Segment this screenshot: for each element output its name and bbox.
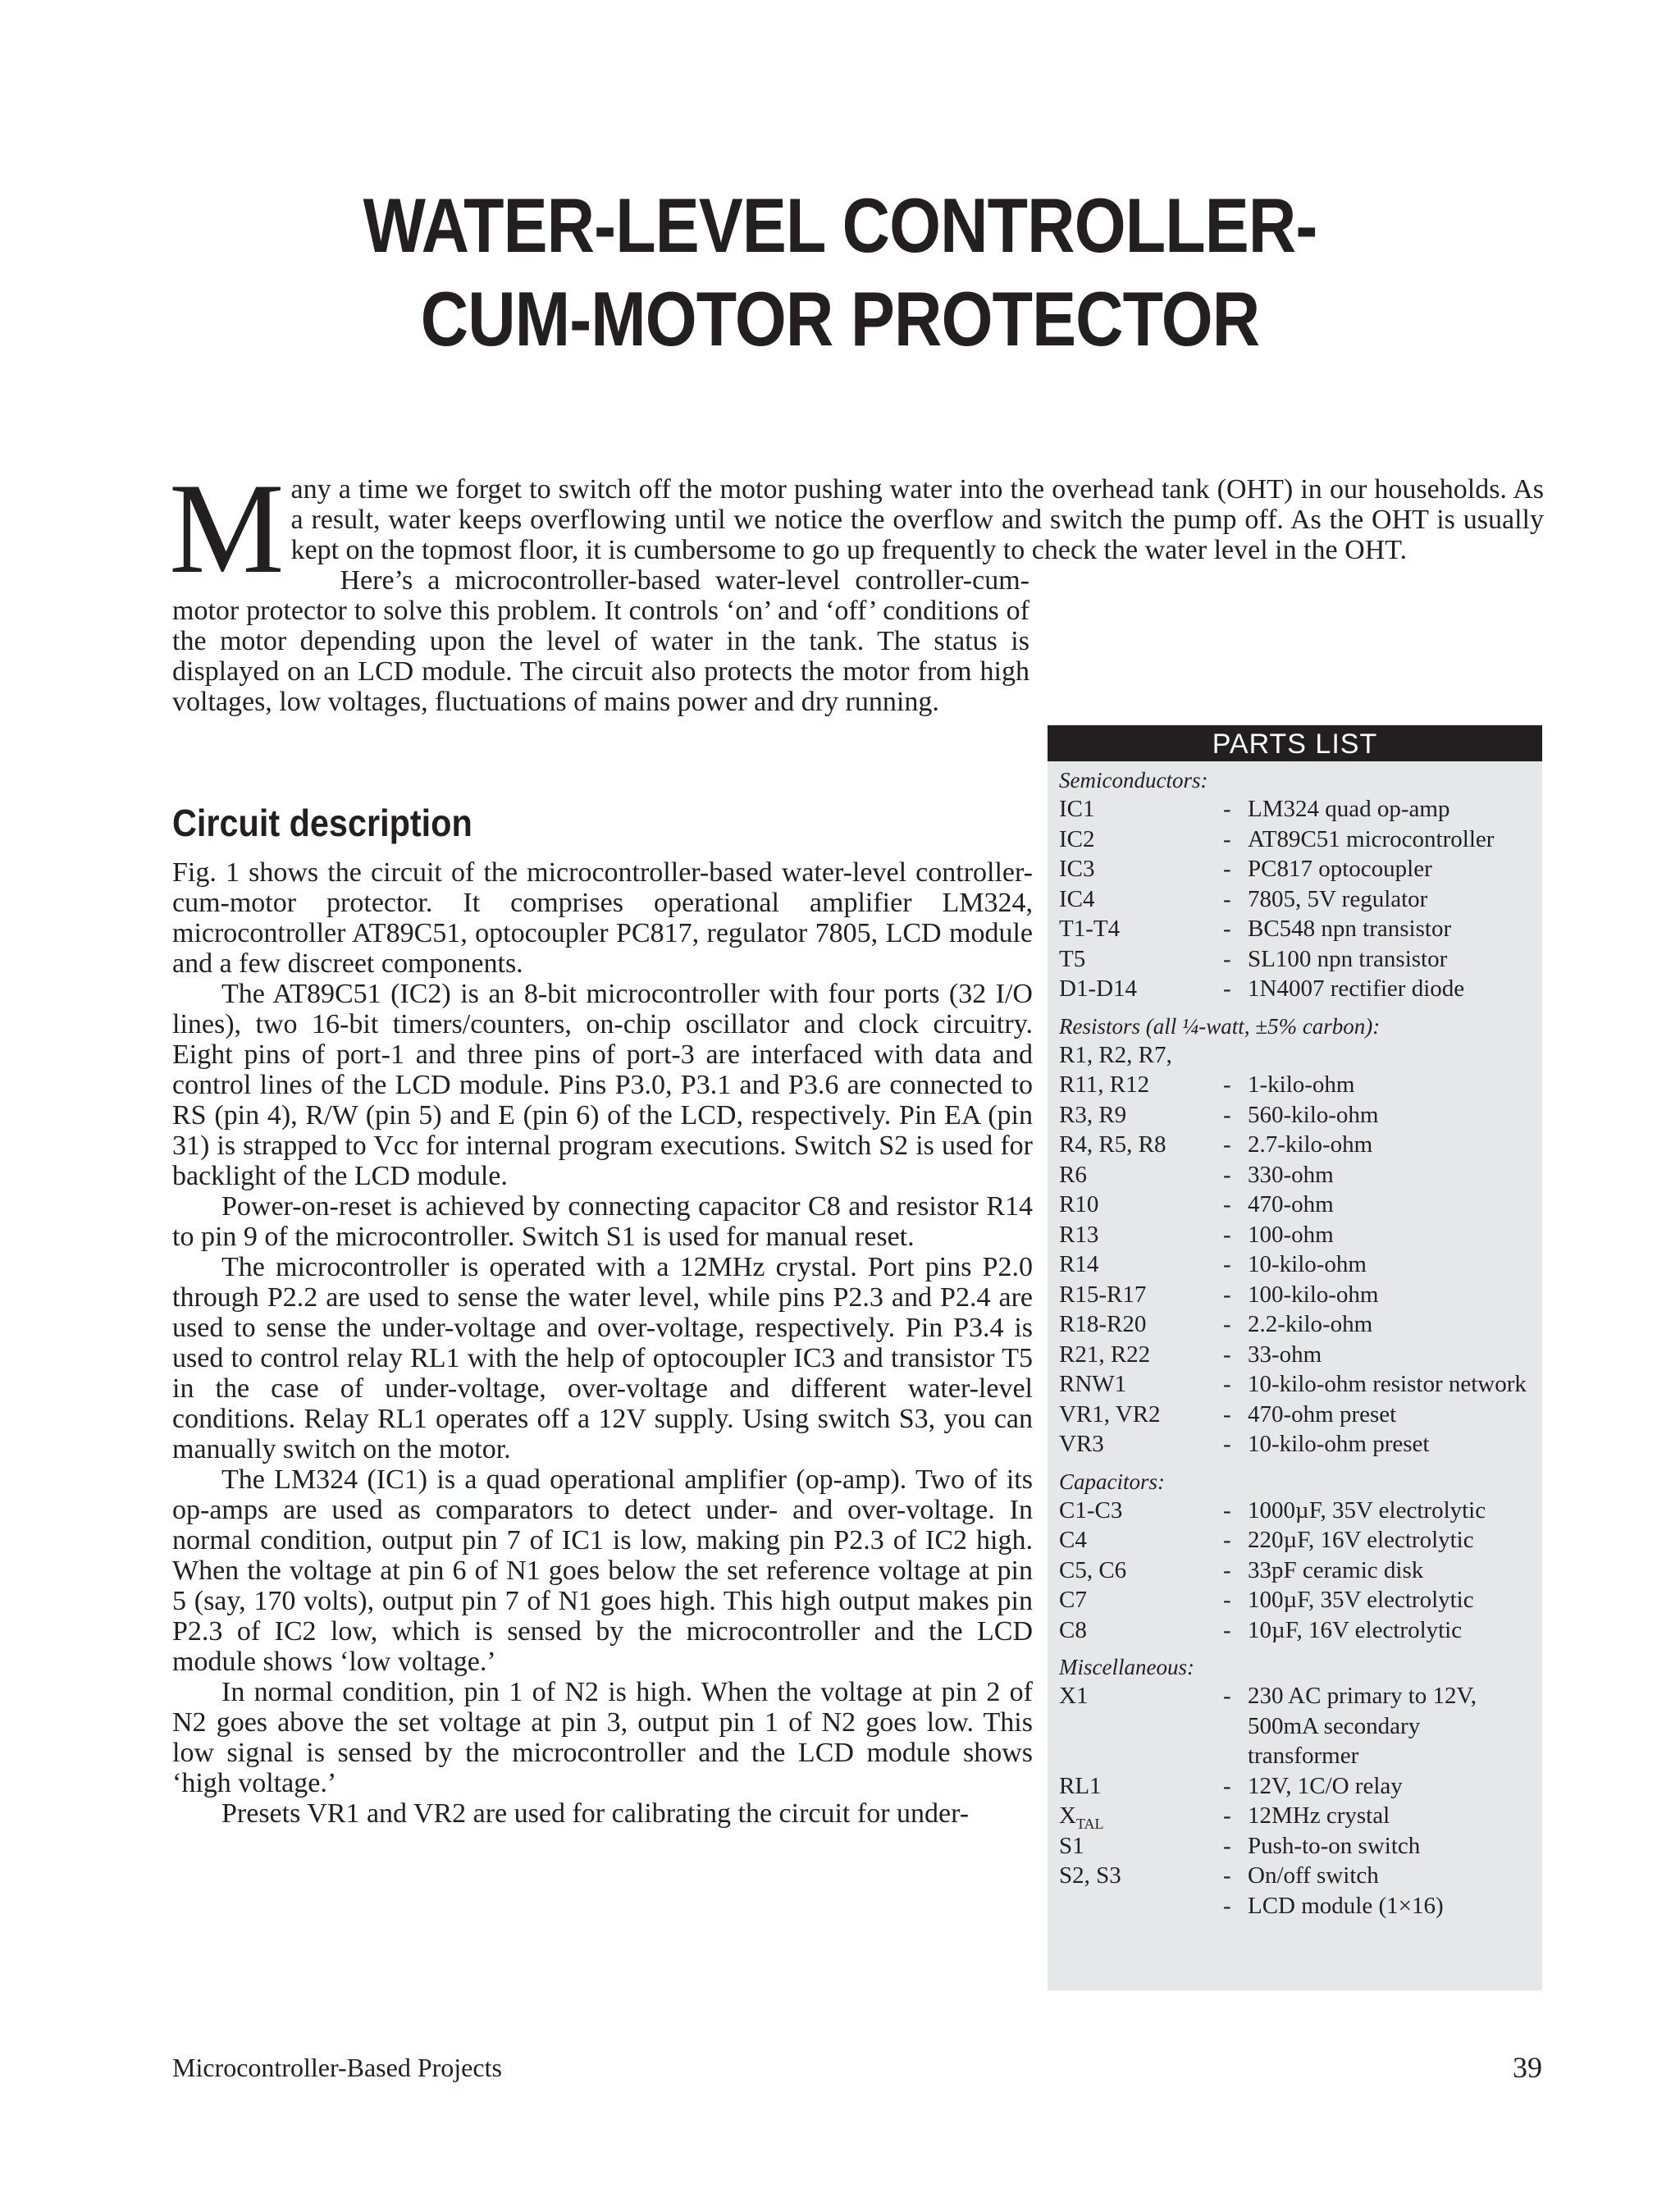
part-row [1059,974,1531,1004]
part-dash: - [1223,1496,1231,1524]
part-ref: VR3 [1059,1431,1104,1457]
part-dash: - [1223,1862,1231,1889]
part-ref [1059,1801,1223,1831]
part-row [1059,1615,1531,1646]
part-row [1059,1400,1531,1430]
part-desc: 7805, 5V regulator [1248,885,1428,912]
part-row [1059,1831,1531,1862]
part-row [1059,1220,1531,1250]
part-desc: 10µF, 16V electrolytic [1248,1616,1463,1643]
part-desc: SL100 npn transistor [1248,945,1448,972]
part-ref: C5, C6 [1059,1556,1127,1583]
part-dash: - [1223,1892,1231,1919]
part-row [1059,1801,1531,1831]
drop-cap: M [169,457,285,601]
part-ref: S1 [1059,1832,1084,1859]
part-desc: 2.2-kilo-ohm [1248,1311,1373,1337]
part-ref: R6 [1059,1161,1087,1188]
part-dash: - [1223,1311,1231,1337]
part-desc: 100-kilo-ohm [1248,1281,1379,1308]
part-desc: 10-kilo-ohm [1248,1251,1367,1277]
part-dash: - [1223,1832,1231,1859]
part-desc: 230 AC primary to 12V, 500mA secondary transformer [1248,1683,1477,1769]
part-ref: RNW1 [1059,1371,1127,1397]
part-ref: D1-D14 [1059,975,1138,1002]
part-dash: - [1223,1341,1231,1368]
part-dash: - [1223,1587,1231,1613]
part-dash: - [1223,1071,1231,1098]
part-row [1059,1369,1531,1400]
part-desc: LCD module (1×16) [1248,1892,1444,1919]
part-row [1059,1429,1531,1460]
body-paragraph-2: The AT89C51 (IC2) is an 8-bit microcontroller with four ports (32 I/O lines), two 16-bit timers/counters, on-chip oscillator and clock circuitry. Eight pins of port-1 and three pins of port-3 are interfaced with data and control lines of the LCD module. Pins P3.0, P3.1 and P3.6 are connected to RS (pin 4), R/W (pin 5) and E (pin 6) of the LCD, respectively. Pin EA (pin 31) is strapped to Vcc for internal program executions. Switch S2 is used for backlight of the LCD module. [172,979,1033,1191]
body-paragraph-1: Fig. 1 shows the circuit of the microcontroller-based water-level controller-cum-motor protector. It comprises operational amplifier LM324, microcontroller AT89C51, optocoupler PC817, regulator 7805, LCD module and a few discreet components. [172,857,1033,979]
part-desc: PC817 optocoupler [1248,856,1432,882]
footer-book-title: Microcontroller-Based Projects [172,2053,502,2082]
part-ref: R15-R17 [1059,1281,1147,1308]
part-dash: - [1223,1616,1231,1643]
part-row [1059,1190,1531,1220]
intro-paragraph-1 [169,457,1544,601]
part-desc: 220µF, 16V electrolytic [1248,1527,1474,1553]
part-row [1059,1309,1531,1340]
part-row [1059,1070,1531,1100]
part-dash: - [1223,1371,1231,1397]
part-row [1059,825,1531,855]
part-row [1059,1771,1531,1802]
part-dash: - [1223,1191,1231,1217]
part-row [1059,1556,1531,1586]
part-row [1059,914,1531,944]
part-dash: - [1223,1131,1231,1158]
part-desc: AT89C51 microcontroller [1248,825,1495,852]
body-paragraph-7: Presets VR1 and VR2 are used for calibrating the circuit for under- [221,1798,970,1829]
part-desc: 2.7-kilo-ohm [1248,1131,1373,1158]
part-desc: 12MHz crystal [1248,1802,1390,1829]
part-ref-subscript: TAL [1075,1815,1104,1832]
part-desc: 10-kilo-ohm preset [1248,1431,1430,1457]
part-ref: R3, R9 [1059,1101,1127,1128]
part-dash: - [1223,1683,1231,1709]
part-desc: 100µF, 35V electrolytic [1248,1587,1474,1613]
parts-list-body [1048,761,1542,1921]
part-ref: IC4 [1059,885,1095,912]
body-paragraph-4: The microcontroller is operated with a 12MHz crystal. Port pins P2.0 through P2.2 are used to sense the water level, while pins P2.3 and P2.4 are used to sense the under-voltage and over-voltage, respectively. Pin P3.4 is used to control relay RL1 with the help of optocoupler IC3 and transistor T5 in the case of under-voltage, over-voltage and different water-level conditions. Relay RL1 operates off a 12V supply. Using switch S3, you can manually switch on the motor. [172,1252,1033,1464]
body-paragraph-5: The LM324 (IC1) is a quad operational amplifier (op-amp). Two of its op-amps are used as comparators to detect under- and over-voltage. In normal condition, output pin 7 of IC1 is low, making pin P2.3 of IC2 high. When the voltage at pin 6 of N1 goes below the set reference voltage at pin 5 (say, 170 volts), output pin 7 of N1 goes high. This high output makes pin P2.3 of IC2 low, which is sensed by the microcontroller and the LCD module shows ‘low voltage.’ [172,1464,1033,1677]
part-dash: - [1223,916,1231,942]
part-desc: 33-ohm [1248,1341,1322,1368]
page-title [117,179,1562,366]
part-dash: - [1223,1281,1231,1308]
part-dash: - [1223,796,1231,822]
part-dash: - [1223,1527,1231,1553]
part-ref: IC3 [1059,856,1095,882]
page-number: 39 [1513,2051,1542,2084]
part-ref-main: X [1059,1802,1076,1829]
part-row [1059,1496,1531,1526]
title-line-2: CUM-MOTOR PROTECTOR [420,276,1260,362]
part-row [1059,884,1531,915]
part-row [1059,1280,1531,1310]
intro-text [169,457,1544,717]
part-row [1059,1525,1531,1556]
title-line-1: WATER-LEVEL CONTROLLER- [363,182,1317,268]
part-ref: C1-C3 [1059,1496,1123,1524]
part-ref: R13 [1059,1221,1099,1248]
part-row [1059,1130,1531,1160]
part-desc: Push-to-on switch [1248,1832,1421,1859]
part-desc: 1-kilo-ohm [1248,1071,1355,1098]
part-row [1059,1249,1531,1280]
part-ref: R4, R5, R8 [1059,1131,1166,1158]
part-row [1059,1891,1531,1921]
part-ref: R11, R12 [1059,1071,1150,1098]
part-dash: - [1223,885,1231,912]
part-ref: C8 [1059,1616,1087,1643]
part-row [1059,1160,1531,1190]
group-label-semiconductors: Semiconductors: [1059,768,1208,793]
part-desc: 470-ohm preset [1248,1400,1397,1428]
part-ref: R14 [1059,1251,1099,1277]
group-label-resistors: Resistors (all ¼-watt, ±5% carbon): [1059,1013,1381,1039]
part-ref: R1, R2, R7, [1059,1041,1172,1068]
part-desc: 10-kilo-ohm resistor network [1248,1371,1527,1397]
part-desc: 100-ohm [1248,1221,1334,1248]
part-dash: - [1223,1431,1231,1457]
part-row [1059,1100,1531,1131]
part-dash: - [1223,1556,1231,1583]
parts-list-header: PARTS LIST [1048,725,1542,761]
part-row [1059,1585,1531,1615]
main-column [172,800,1033,1829]
part-row [1059,854,1531,884]
group-label-miscellaneous: Miscellaneous: [1059,1655,1194,1679]
parts-list [1048,725,1542,1990]
part-ref: T1-T4 [1059,916,1121,942]
part-ref: R18-R20 [1059,1311,1147,1337]
part-desc: On/off switch [1248,1862,1379,1889]
part-row [1059,944,1531,975]
part-desc: 470-ohm [1248,1191,1334,1217]
intro-paragraph-2: Here’s a microcontroller-based water-level controller-cum-motor protector to solve this problem. It controls ‘on’ and ‘off’ conditions of the motor depending upon the level of water in the tank. The status is displayed on an LCD module. The circuit also protects the motor from high voltages, low voltages, fluctuations of mains power and dry running. [172,565,1029,717]
body-paragraph-3: Power-on-reset is achieved by connecting capacitor C8 and resistor R14 to pin 9 of the microcontroller. Switch S1 is used for manual reset. [172,1191,1033,1252]
part-desc: 1000µF, 35V electrolytic [1248,1496,1486,1524]
part-ref: R21, R22 [1059,1341,1151,1368]
part-ref: S2, S3 [1059,1862,1121,1889]
part-desc: BC548 npn transistor [1248,916,1452,942]
section-heading: Circuit description [172,802,472,844]
part-dash: - [1223,1251,1231,1277]
part-ref: X1 [1059,1683,1089,1709]
part-desc: 330-ohm [1248,1161,1334,1188]
part-ref: IC2 [1059,825,1095,852]
group-label-capacitors: Capacitors: [1059,1469,1166,1494]
part-desc: 1N4007 rectifier diode [1248,975,1465,1002]
part-dash: - [1223,1400,1231,1428]
part-ref [1059,1891,1223,1921]
part-ref: IC1 [1059,796,1095,822]
part-dash: - [1223,975,1231,1002]
part-row [1059,1040,1531,1071]
body-paragraph-6: In normal condition, pin 1 of N2 is high. When the voltage at pin 2 of N2 goes above the set voltage at pin 3, output pin 1 of N2 goes low. This low signal is sensed by the microcontroller and the LCD module shows ‘high voltage.’ [172,1677,1033,1798]
part-ref: T5 [1059,945,1086,972]
part-ref: VR1, VR2 [1059,1400,1161,1428]
part-dash: - [1223,856,1231,882]
part-row [1059,1340,1531,1370]
part-dash: - [1223,1772,1231,1799]
part-row [1059,1861,1531,1891]
part-row [1059,794,1531,825]
part-dash: - [1223,1221,1231,1248]
part-dash: - [1223,1802,1231,1829]
intro-paragraph-1-text: any a time we forget to switch off the motor pushing water into the overhead tank (OHT) in our households. As a result, water keeps overflowing until we notice the overflow and switch the pump off. As the OHT is usually kept on the topmost floor, it is cumbersome to go up frequently to check the water level in the OHT. [290,474,1544,565]
part-desc: 12V, 1C/O relay [1248,1772,1403,1799]
part-row [1059,1681,1531,1771]
part-dash: - [1223,1101,1231,1128]
part-dash: - [1223,825,1231,852]
part-desc: 33pF ceramic disk [1248,1556,1424,1583]
part-desc: LM324 quad op-amp [1248,796,1450,822]
part-dash: - [1223,945,1231,972]
part-desc: 560-kilo-ohm [1248,1101,1379,1128]
part-ref: RL1 [1059,1772,1102,1799]
part-ref: C4 [1059,1527,1087,1553]
part-ref: R10 [1059,1191,1099,1217]
part-dash: - [1223,1161,1231,1188]
part-ref: C7 [1059,1587,1087,1613]
